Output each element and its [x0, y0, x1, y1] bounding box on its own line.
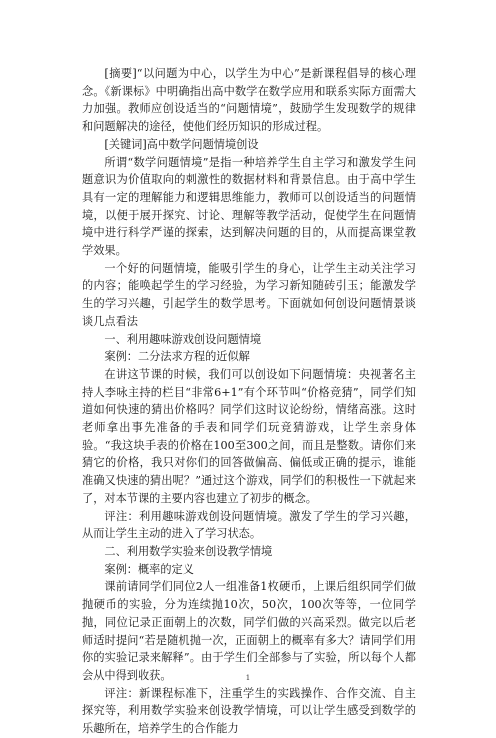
page-number: 1 — [245, 674, 251, 682]
comment-paragraph: 评注：新课程标准下，注重学生的实践操作、合作交流、自主探究等，利用数学实验来创设教学情境，可以让学生感受到数学的乐趣所在，培养学生的合作能力 — [82, 686, 416, 736]
body-paragraph: 在讲这节课的时候，我们可以创设如下问题情境：央视著名主持人李咏主持的栏目“非常6+1”有个环节叫“价格竞猜”，同学们知道如何快速的猜出价格吗？同学们这时议论纷纷，情绪高涨。这时老师拿出事先准备的手表和同学们玩竞猜游戏，让学生亲身体验。“我这块手表的价格在100至300之间，而且是整数。请你们来猜它的价格，我只对你们的回答做偏高、偏低或正确的提示，谁能准确又快速的猜出呢？”通过这个游戏，同学们的积极性一下就起来了，对本节课的主要内容也建立了初步的概念。 — [82, 367, 416, 505]
body-paragraph: 一个好的问题情境，能吸引学生的身心，让学生主动关注学习的内容；能唤起学生的学习经验，为学习新知随砖引玉；能激发学生的学习兴趣，引起学生的数学思考。下面就如何创设问题情景谈谈几点看法 — [82, 261, 416, 328]
abstract-paragraph: [摘要]“以问题为中心，以学生为中心”是新课程倡导的核心理念。《新课标》中明确指出高中数学在数学应用和联系实际方面需大力加强。教师应创设适当的“问题情境”，鼓励学生发现数学的规律和问题解决的途径，使他们经历知识的形成过程。 — [82, 67, 416, 134]
section-heading: 二、利用数学实验来创设教学情境 — [104, 544, 273, 558]
keywords-paragraph: [关键词]高中数学问题情境创设 — [104, 137, 259, 151]
comment-paragraph: 评注：利用趣味游戏创设问题情境。激发了学生的学习兴趣，从而让学生主动的进入了学习状态。 — [82, 509, 416, 541]
case-heading: 案例：概率的定义 — [104, 562, 194, 576]
body-paragraph: 课前请同学们同位2人一组准备1枚硬币，上课后组织同学们做抛硬币的实验，分为连续抛10次，50次，100次等等，一位同学抛，同位记录正面朝上的次数，同学们做的兴高采烈。做完以后老师适时提问“若是随机抛一次，正面朝上的概率有多大？请同学们用你的实验记录来解释”。由于学生们全部参与了实验，所以每个人都会从中得到收获。 — [82, 580, 416, 682]
case-heading: 案例：二分法求方程的近似解 — [104, 350, 250, 364]
body-paragraph: 所谓“数学问题情境”是指一种培养学生自主学习和激发学生问题意识为价值取向的刺激性的数据材料和背景信息。由于高中学生具有一定的理解能力和逻辑思维能力，教师可以创设适当的问题情境，以便于展开探究、讨论、理解等教学活动，促使学生在问题情境中进行科学严谨的探索，达到解决问题的目的，从而提高课堂教学效果。 — [82, 155, 416, 258]
document-body — [82, 65, 416, 738]
section-heading: 一、利用趣味游戏创设问题情境 — [104, 332, 262, 346]
